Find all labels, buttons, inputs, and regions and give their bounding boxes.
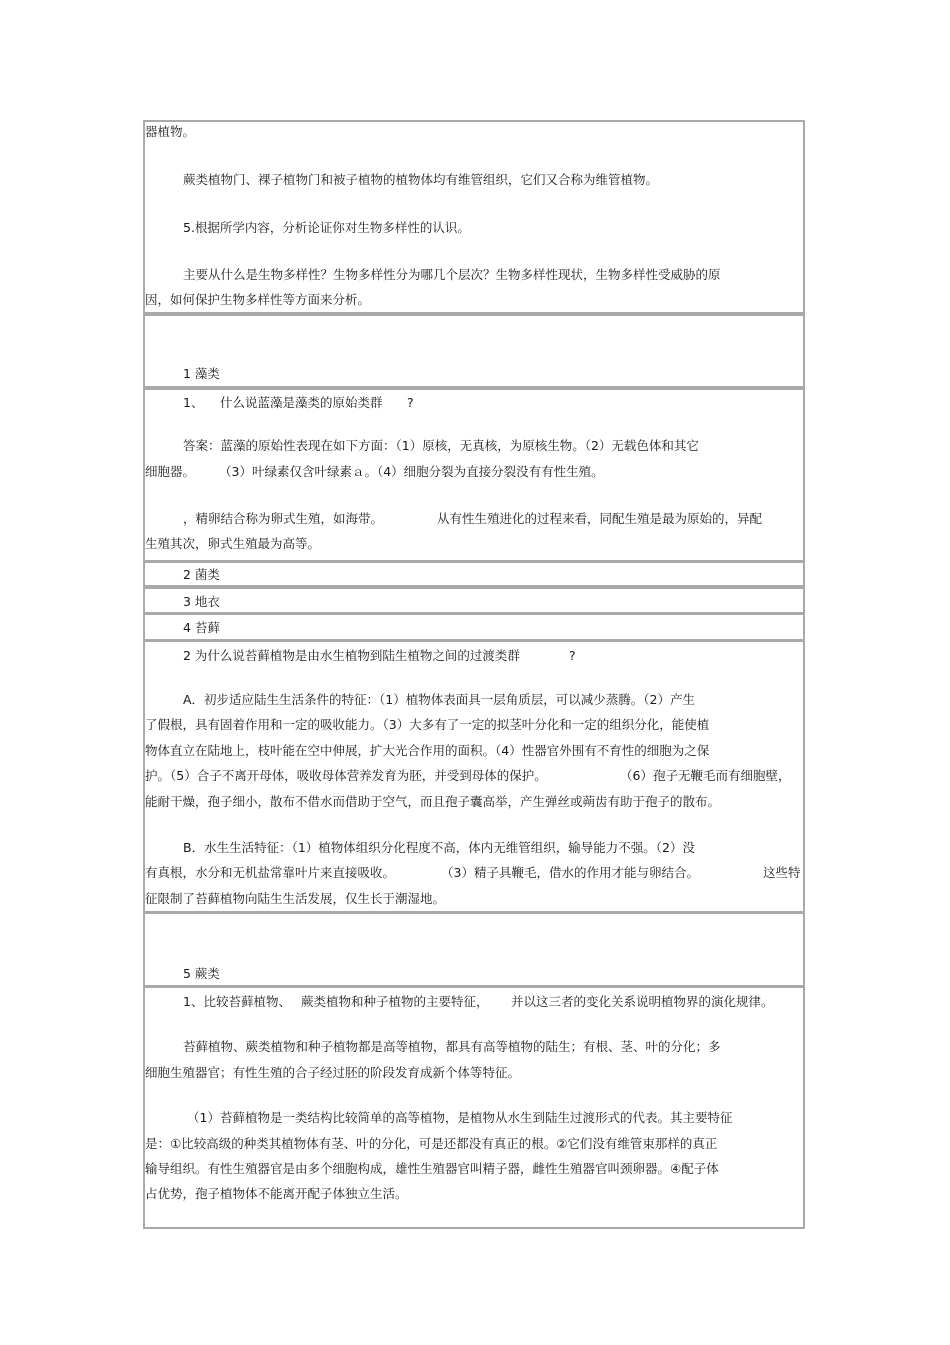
- answer-line: 护。（5）合子不离开母体，吸收母体营养发育为胚，并受到母体的保护。: [145, 768, 547, 783]
- section-heading: 2 菌类: [183, 567, 220, 582]
- answer-line: 有真根，水分和无机盐常靠叶片来直接吸收。: [145, 865, 396, 880]
- text-line: 因，如何保护生物多样性等方面来分析。: [145, 292, 371, 307]
- answer-line: 是：①比较高级的种类其植物体有茎、叶的分化，可是还都没有真正的根。②它们没有维管束那样的真正: [145, 1136, 718, 1151]
- question-5: 5.根据所学内容，分析论证你对生物多样性的认识。: [183, 220, 470, 235]
- answer-line: （3）叶绿素仅含叶绿素ａ。（4）细胞分裂为直接分裂没有有性生殖。: [219, 464, 604, 479]
- question-text: 1、比较苔藓植物、: [183, 994, 291, 1009]
- section-moss-heading: [143, 613, 805, 641]
- section-heading: 5 蕨类: [183, 966, 220, 981]
- answer-line: 征限制了苔藓植物向陆生生活发展，仅生长于潮湿地。: [145, 891, 446, 906]
- section-heading: 3 地衣: [183, 594, 220, 609]
- answer-line: 占优势，孢子植物体不能离开配子体独立生活。: [145, 1186, 408, 1201]
- answer-line: （1）苔藓植物是一类结构比较简单的高等植物，是植物从水生到陆生过渡形式的代表。其主要特征: [187, 1110, 733, 1125]
- section-algae-qa: [143, 388, 805, 562]
- answer-line: 细胞器。: [145, 464, 196, 479]
- question-number: 1、: [183, 395, 204, 410]
- answer-line: 输导组织。有性生殖器官是由多个细胞构成，雄性生殖器官叫精子器，雌性生殖器官叫颈卵器。④配子体: [145, 1161, 719, 1176]
- answer-line: 苔藓植物、蕨类植物和种子植物都是高等植物，都具有高等植物的陆生；有根、茎、叶的分化；多: [183, 1039, 721, 1054]
- answer-line: 生殖其次，卵式生殖最为高等。: [145, 536, 321, 551]
- question-text: 什么说蓝藻是藻类的原始类群: [220, 395, 383, 410]
- section-lichen-heading: [143, 587, 805, 614]
- section-fern-heading: [143, 912, 805, 987]
- question-mark: ?: [407, 395, 414, 410]
- section-algae-heading: [143, 314, 805, 388]
- answer-line: 答案：蓝藻的原始性表现在如下方面：（1）原核，无真核，为原核生物。（2）无载色体和其它: [183, 438, 699, 453]
- answer-line: 这些特: [763, 865, 801, 880]
- answer-line: B．水生生活特征：（1）植物体组织分化程度不高，体内无维管组织，输导能力不强。（2）没: [183, 840, 695, 855]
- answer-line: A．初步适应陆生生活条件的特征：（1）植物体表面具一层角质层，可以减少蒸腾。（2）产生: [183, 692, 695, 707]
- answer-line: 能耐干燥，孢子细小，散布不借水而借助于空气，而且孢子囊高举，产生弹丝或蒴齿有助于孢子的散布。: [145, 794, 721, 809]
- text-line: 器植物。: [145, 124, 196, 139]
- question-text: 2 为什么说苔藓植物是由水生植物到陆生植物之间的过渡类群: [183, 648, 520, 663]
- answer-line: ，精卵结合称为卵式生殖，如海带。: [183, 511, 384, 526]
- question-text: 蕨类植物和种子植物的主要特征，: [301, 994, 489, 1009]
- answer-line: 了假根，具有固着作用和一定的吸收能力。（3）大多有了一定的拟茎叶分化和一定的组织分化，能使植: [145, 717, 710, 732]
- answer-line: （3）精子具鞭毛，借水的作用才能与卵结合。: [441, 865, 699, 880]
- question-mark: ?: [569, 648, 576, 663]
- question-text: 并以这三者的变化关系说明植物界的演化规律。: [511, 994, 774, 1009]
- answer-line: 从有性生殖进化的过程来看，同配生殖是最为原始的，异配: [437, 511, 763, 526]
- text-line: 主要从什么是生物多样性？生物多样性分为哪几个层次？生物多样性现状，生物多样性受威胁的原: [183, 267, 721, 282]
- answer-line: （6）孢子无鞭毛而有细胞壁，: [620, 768, 791, 783]
- section-biodiversity: [143, 120, 805, 314]
- section-heading: 1 藻类: [183, 366, 220, 381]
- section-heading: 4 苔藓: [183, 620, 220, 635]
- section-fungi-heading: [143, 561, 805, 587]
- text-line: 蕨类植物门、裸子植物门和被子植物的植物体均有维管组织，它们又合称为维管植物。: [183, 172, 659, 187]
- section-moss-qa: [143, 640, 805, 913]
- answer-line: 物体直立在陆地上，枝叶能在空中伸展，扩大光合作用的面积。（4）性器官外围有不育性的细胞为之保: [145, 743, 710, 758]
- answer-line: 细胞生殖器官；有性生殖的合子经过胚的阶段发育成新个体等特征。: [145, 1065, 521, 1080]
- section-fern-qa: [143, 986, 805, 1229]
